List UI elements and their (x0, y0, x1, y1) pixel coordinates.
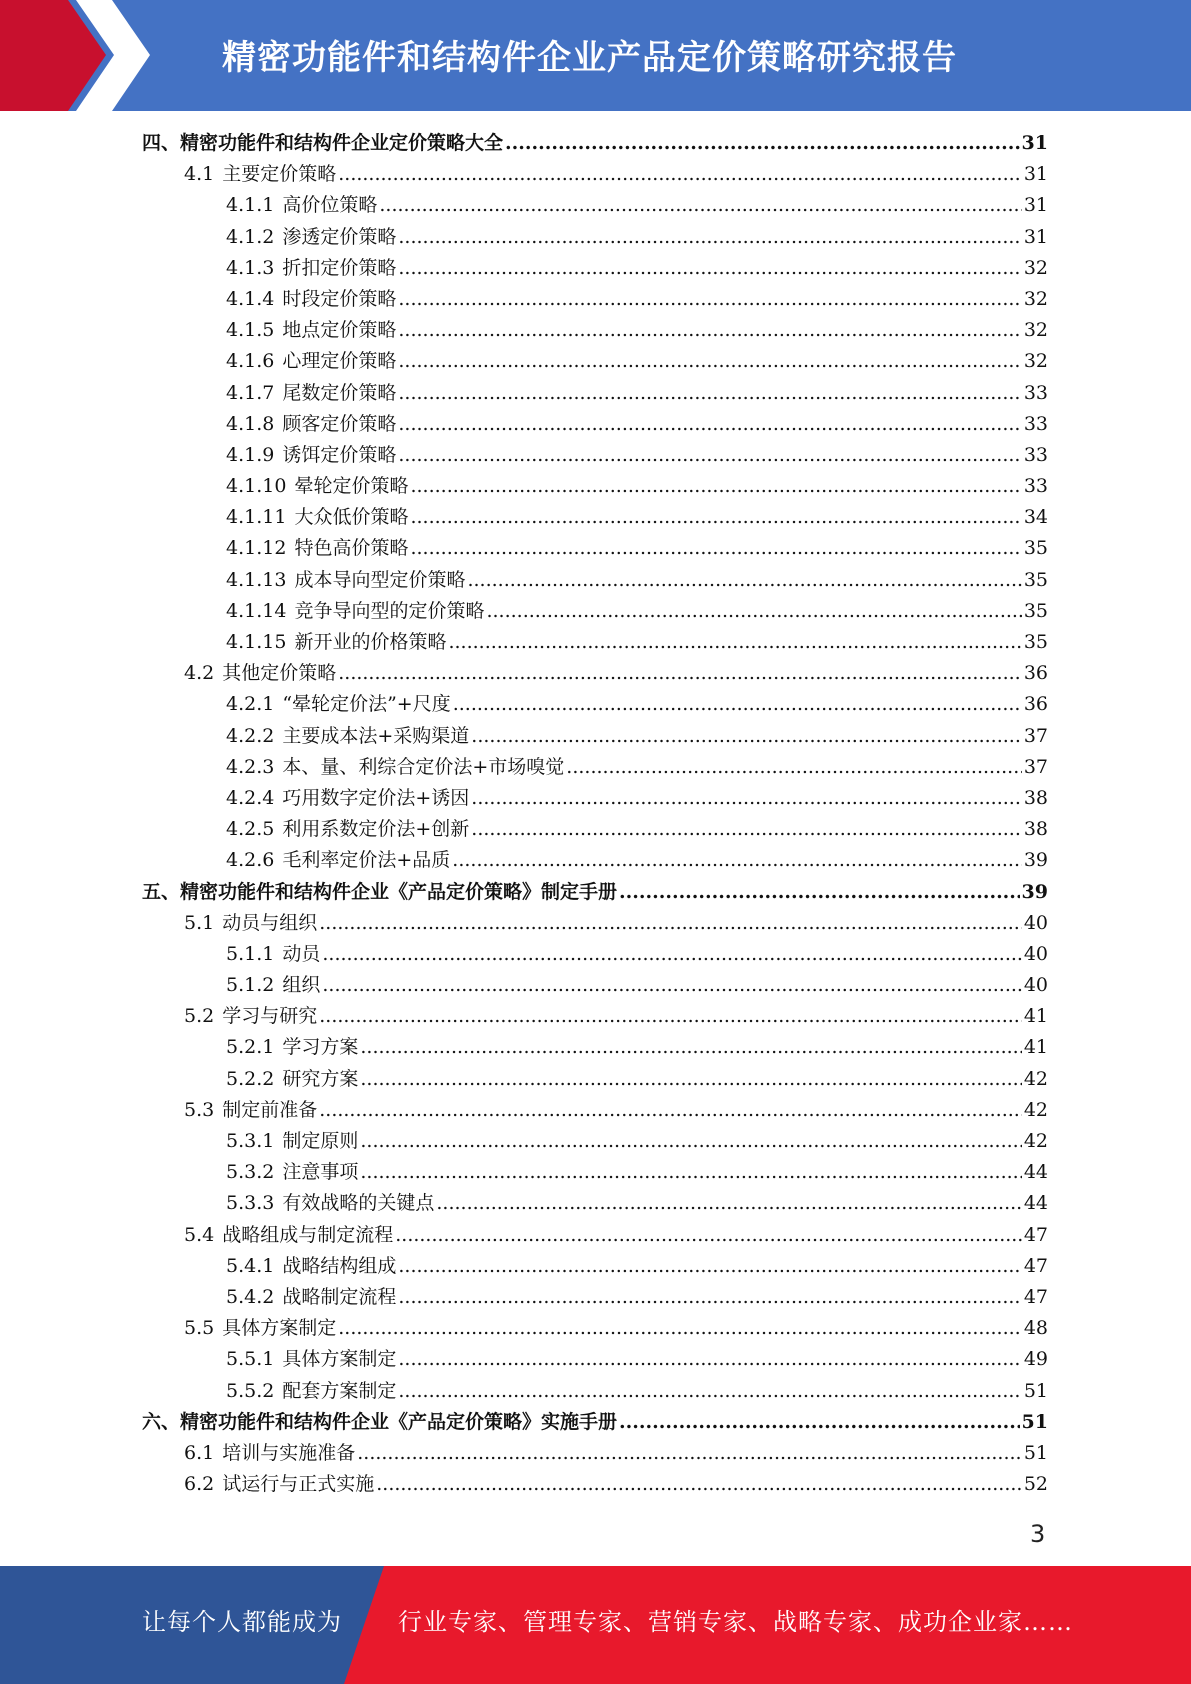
toc-entry-title: 试运行与正式实施 (222, 1473, 375, 1496)
toc-entry-title: 地点定价策略 (282, 319, 397, 342)
toc-entry-page: 35 (1023, 631, 1048, 653)
toc-entry-page: 37 (1023, 724, 1048, 747)
toc-entry-title: 具体方案制定 (222, 1317, 337, 1340)
toc-entry-page: 35 (1023, 599, 1048, 622)
toc-entry-title: 主要成本法+采购渠道 (282, 724, 470, 747)
toc-dot-leader (338, 159, 1022, 190)
toc-entry-title: 诱饵定价策略 (282, 443, 397, 466)
toc-entry-title: 渗透定价策略 (282, 225, 397, 248)
toc-dot-leader (619, 877, 1020, 908)
toc-entry-number: 4.1.11 (226, 506, 287, 529)
toc-dot-leader (398, 1282, 1021, 1313)
toc-entry-title: 成本导向型定价策略 (294, 568, 466, 591)
toc-entry[interactable] (142, 409, 1048, 440)
toc-entry-page: 42 (1023, 1067, 1048, 1090)
toc-entry-title: 有效战略的关键点 (282, 1192, 435, 1215)
toc-entry-number: 四、 (142, 132, 181, 154)
toc-entry-page: 47 (1023, 1254, 1048, 1277)
toc-entry-number: 4.2.6 (226, 849, 275, 872)
toc-entry-title: 战略组成与制定流程 (222, 1223, 394, 1246)
toc-dot-leader (398, 315, 1021, 346)
toc-entry-title: 制定前准备 (222, 1098, 318, 1121)
toc-entry[interactable] (142, 1438, 1048, 1469)
toc-entry-page: 38 (1023, 786, 1048, 809)
toc-entry[interactable] (142, 346, 1048, 377)
toc-entry-title: 学习方案 (282, 1036, 359, 1059)
toc-entry-number: 4.2 (184, 662, 215, 685)
toc-entry-page: 39 (1021, 880, 1048, 903)
toc-entry-number: 4.1.14 (226, 599, 287, 622)
toc-entry-title: “晕轮定价法”+尺度 (282, 693, 451, 716)
toc-dot-leader (398, 440, 1021, 471)
toc-entry-number: 5.4.2 (226, 1285, 275, 1308)
toc-entry-number: 5.3.1 (226, 1130, 275, 1152)
toc-entry-number: 5.4 (184, 1223, 215, 1246)
toc-entry-page: 31 (1023, 225, 1048, 248)
toc-entry-page: 48 (1023, 1317, 1048, 1340)
toc-entry-title: 战略制定流程 (282, 1285, 397, 1308)
toc-entry-number: 5.3.3 (226, 1192, 275, 1215)
toc-dot-leader (338, 1313, 1022, 1344)
toc-entry-number: 4.1.12 (226, 537, 287, 560)
toc-entry-number: 4.1.15 (226, 631, 287, 653)
toc-entry-title: 折扣定价策略 (282, 256, 397, 279)
toc-entry[interactable] (142, 658, 1048, 689)
toc-entry-page: 39 (1023, 849, 1048, 872)
toc-dot-leader (471, 721, 1022, 752)
toc-entry-title: 精密功能件和结构件企业定价策略大全 (180, 132, 504, 154)
toc-entry[interactable] (142, 533, 1048, 564)
toc-entry-title: 学习与研究 (222, 1005, 318, 1028)
toc-entry-page: 37 (1023, 755, 1048, 778)
toc-entry-number: 5.1 (184, 911, 215, 934)
toc-dot-leader (360, 1157, 1021, 1188)
toc-dot-leader (471, 783, 1022, 814)
toc-entry-page: 40 (1023, 911, 1048, 934)
toc-entry-title: 精密功能件和结构件企业《产品定价策略》实施手册 (180, 1410, 618, 1433)
toc-dot-leader (448, 627, 1021, 658)
toc-dot-leader (398, 1344, 1021, 1375)
toc-entry-title: 配套方案制定 (282, 1379, 397, 1402)
toc-entry-number: 4.1.6 (226, 350, 275, 373)
toc-entry-number: 4.1.7 (226, 381, 275, 404)
toc-entry[interactable] (142, 721, 1048, 752)
table-of-contents (142, 128, 1048, 1500)
toc-entry-number: 4.2.1 (226, 693, 275, 716)
toc-dot-leader (379, 190, 1021, 221)
toc-dot-leader (410, 533, 1021, 564)
toc-dot-leader (619, 1407, 1020, 1438)
toc-entry-title: 本、量、利综合定价法+市场嗅觉 (282, 755, 565, 778)
toc-entry[interactable] (142, 284, 1048, 315)
toc-dot-leader (360, 1126, 1021, 1157)
toc-entry-page: 49 (1023, 1348, 1048, 1371)
toc-dot-leader (360, 1032, 1021, 1063)
toc-entry-number: 4.1.5 (226, 319, 275, 342)
toc-entry[interactable] (142, 783, 1048, 814)
toc-entry[interactable] (142, 502, 1048, 533)
toc-entry-number: 5.3 (184, 1098, 215, 1121)
toc-entry-title: 精密功能件和结构件企业《产品定价策略》制定手册 (180, 880, 618, 903)
toc-entry[interactable] (142, 1469, 1048, 1500)
toc-entry-title: 战略结构组成 (282, 1254, 397, 1277)
toc-entry-page: 41 (1023, 1036, 1048, 1059)
toc-entry[interactable] (142, 378, 1048, 409)
footer-slogan-left: 让每个人都能成为 (142, 1608, 342, 1636)
toc-entry-number: 5.2.2 (226, 1067, 275, 1090)
toc-dot-leader (322, 939, 1021, 970)
toc-dot-leader (319, 1001, 1022, 1032)
toc-entry[interactable] (142, 253, 1048, 284)
toc-entry-page: 47 (1023, 1223, 1048, 1246)
toc-entry[interactable] (142, 845, 1048, 876)
toc-entry-title: 制定原则 (282, 1130, 359, 1152)
toc-entry-number: 4.1 (184, 163, 215, 186)
toc-entry-page: 32 (1023, 256, 1048, 279)
toc-entry-page: 36 (1023, 693, 1048, 716)
toc-entry-number: 4.1.1 (226, 194, 275, 217)
toc-entry-number: 5.3.2 (226, 1161, 275, 1184)
toc-dot-leader (398, 409, 1021, 440)
toc-entry-page: 32 (1023, 350, 1048, 373)
toc-entry[interactable] (142, 814, 1048, 845)
toc-entry-page: 51 (1023, 1379, 1048, 1402)
toc-entry-number: 5.5.2 (226, 1379, 275, 1402)
footer-slogan-right: 行业专家、管理专家、营销专家、战略专家、成功企业家…… (398, 1608, 1073, 1636)
toc-dot-leader (467, 565, 1021, 596)
toc-dot-leader (486, 596, 1021, 627)
toc-entry-title: 心理定价策略 (282, 350, 397, 373)
toc-entry[interactable] (142, 596, 1048, 627)
toc-entry-page: 44 (1023, 1192, 1048, 1215)
toc-dot-leader (398, 378, 1021, 409)
toc-entry-number: 4.2.2 (226, 724, 275, 747)
toc-entry[interactable] (142, 1157, 1048, 1188)
toc-entry-title: 毛利率定价法+品质 (282, 849, 451, 872)
toc-entry[interactable] (142, 222, 1048, 253)
toc-entry[interactable] (142, 908, 1048, 939)
toc-entry-title: 新开业的价格策略 (294, 631, 447, 653)
toc-entry-number: 4.1.10 (226, 475, 287, 498)
toc-entry[interactable] (142, 1064, 1048, 1095)
toc-entry[interactable] (142, 1282, 1048, 1313)
toc-entry-number: 六、 (142, 1410, 181, 1433)
toc-entry[interactable] (142, 752, 1048, 783)
toc-entry-page: 47 (1023, 1285, 1048, 1308)
toc-entry-page: 36 (1023, 662, 1048, 685)
toc-entry-title: 晕轮定价策略 (294, 475, 409, 498)
toc-entry[interactable] (142, 1095, 1048, 1126)
toc-entry-title: 具体方案制定 (282, 1348, 397, 1371)
toc-entry[interactable] (142, 1407, 1048, 1438)
toc-dot-leader (398, 253, 1021, 284)
toc-entry[interactable] (142, 190, 1048, 221)
footer-banner (0, 1566, 1191, 1684)
toc-entry[interactable] (142, 1376, 1048, 1407)
toc-dot-leader (322, 970, 1021, 1001)
toc-dot-leader (338, 658, 1022, 689)
toc-entry-page: 41 (1023, 1005, 1048, 1028)
toc-entry-title: 特色高价策略 (294, 537, 409, 560)
toc-entry-number: 4.1.9 (226, 443, 275, 466)
toc-entry-page: 31 (1023, 194, 1048, 217)
report-title: 精密功能件和结构件企业产品定价策略研究报告 (222, 38, 957, 78)
toc-entry-number: 4.1.2 (226, 225, 275, 248)
page-number: 3 (1030, 1520, 1046, 1548)
toc-dot-leader (410, 502, 1021, 533)
toc-entry-page: 51 (1023, 1441, 1048, 1464)
toc-dot-leader (395, 1220, 1022, 1251)
toc-entry-title: 注意事项 (282, 1161, 359, 1184)
toc-entry-page: 44 (1023, 1161, 1048, 1184)
toc-entry[interactable] (142, 1001, 1048, 1032)
toc-entry[interactable] (142, 939, 1048, 970)
toc-entry-number: 4.2.4 (226, 786, 275, 809)
toc-dot-leader (471, 814, 1022, 845)
toc-entry-number: 5.1.2 (226, 974, 275, 997)
toc-dot-leader (357, 1438, 1022, 1469)
toc-entry[interactable] (142, 315, 1048, 346)
toc-entry-page: 32 (1023, 287, 1048, 310)
toc-entry-number: 4.2.5 (226, 818, 275, 841)
toc-entry-page: 31 (1021, 132, 1048, 154)
toc-entry[interactable] (142, 565, 1048, 596)
toc-entry-page: 51 (1021, 1410, 1048, 1433)
toc-dot-leader (398, 346, 1021, 377)
toc-entry-title: 其他定价策略 (222, 662, 337, 685)
toc-entry-title: 尾数定价策略 (282, 381, 397, 404)
toc-entry-page: 33 (1023, 475, 1048, 498)
toc-entry-page: 34 (1023, 506, 1048, 529)
toc-entry-number: 4.1.4 (226, 287, 275, 310)
toc-entry-page: 40 (1023, 974, 1048, 997)
toc-entry[interactable] (142, 877, 1048, 908)
toc-entry-page: 40 (1023, 942, 1048, 965)
toc-entry-page: 31 (1023, 163, 1048, 186)
toc-entry-title: 高价位策略 (282, 194, 378, 217)
toc-entry-page: 33 (1023, 412, 1048, 435)
toc-dot-leader (360, 1064, 1021, 1095)
toc-entry[interactable] (142, 970, 1048, 1001)
toc-entry[interactable] (142, 159, 1048, 190)
toc-entry-title: 组织 (282, 974, 321, 997)
header-banner (0, 0, 1191, 111)
toc-entry[interactable] (142, 471, 1048, 502)
toc-dot-leader (505, 128, 1020, 159)
toc-entry-page: 42 (1023, 1130, 1048, 1152)
toc-dot-leader (436, 1188, 1021, 1219)
toc-entry-title: 动员 (282, 942, 321, 965)
toc-entry[interactable] (142, 1188, 1048, 1219)
toc-entry-number: 4.1.3 (226, 256, 275, 279)
toc-entry[interactable] (142, 440, 1048, 471)
toc-entry-number: 5.1.1 (226, 942, 275, 965)
toc-entry-number: 4.1.8 (226, 412, 275, 435)
toc-entry-title: 动员与组织 (222, 911, 318, 934)
toc-entry[interactable] (142, 128, 1048, 159)
toc-entry-title: 研究方案 (282, 1067, 359, 1090)
toc-entry-number: 4.1.13 (226, 568, 287, 591)
toc-dot-leader (319, 1095, 1022, 1126)
toc-entry-number: 5.2.1 (226, 1036, 275, 1059)
toc-entry[interactable] (142, 1032, 1048, 1063)
toc-entry-page: 38 (1023, 818, 1048, 841)
toc-entry-title: 时段定价策略 (282, 287, 397, 310)
toc-entry-title: 主要定价策略 (222, 163, 337, 186)
toc-entry[interactable] (142, 1344, 1048, 1375)
toc-entry-title: 培训与实施准备 (222, 1441, 356, 1464)
toc-dot-leader (566, 752, 1022, 783)
toc-dot-leader (398, 284, 1021, 315)
toc-entry-number: 4.2.3 (226, 755, 275, 778)
toc-dot-leader (410, 471, 1021, 502)
toc-dot-leader (398, 1251, 1021, 1282)
toc-entry-page: 42 (1023, 1098, 1048, 1121)
toc-dot-leader (452, 845, 1022, 876)
toc-entry[interactable] (142, 1313, 1048, 1344)
toc-entry-number: 5.5 (184, 1317, 215, 1340)
toc-entry-number: 6.2 (184, 1473, 215, 1496)
toc-entry-page: 35 (1023, 537, 1048, 560)
toc-dot-leader (376, 1469, 1022, 1500)
toc-entry[interactable] (142, 689, 1048, 720)
toc-entry-title: 顾客定价策略 (282, 412, 397, 435)
toc-entry[interactable] (142, 1220, 1048, 1251)
toc-entry-title: 大众低价策略 (294, 506, 409, 529)
toc-entry-page: 33 (1023, 443, 1048, 466)
toc-dot-leader (398, 222, 1021, 253)
toc-dot-leader (398, 1376, 1021, 1407)
toc-entry-number: 五、 (142, 880, 181, 903)
toc-entry-number: 5.4.1 (226, 1254, 275, 1277)
toc-entry[interactable] (142, 1126, 1048, 1157)
toc-entry[interactable] (142, 627, 1048, 658)
toc-entry-title: 巧用数字定价法+诱因 (282, 786, 470, 809)
toc-entry-number: 6.1 (184, 1441, 215, 1464)
toc-entry-page: 32 (1023, 319, 1048, 342)
toc-dot-leader (453, 689, 1022, 720)
toc-entry-number: 5.2 (184, 1005, 215, 1028)
toc-entry-title: 竞争导向型的定价策略 (294, 599, 485, 622)
toc-entry[interactable] (142, 1251, 1048, 1282)
toc-dot-leader (319, 908, 1022, 939)
toc-entry-page: 35 (1023, 568, 1048, 591)
toc-entry-title: 利用系数定价法+创新 (282, 818, 470, 841)
toc-entry-number: 5.5.1 (226, 1348, 275, 1371)
toc-entry-page: 33 (1023, 381, 1048, 404)
toc-entry-page: 52 (1023, 1473, 1048, 1496)
